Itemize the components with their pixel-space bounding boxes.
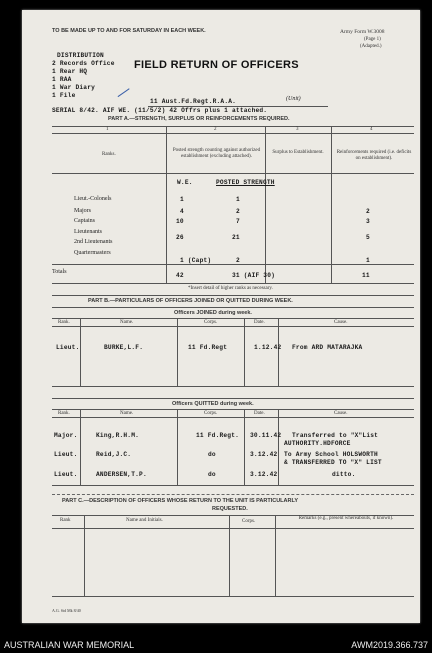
totals-label: Totals — [52, 269, 67, 275]
quitted-date: 3.12.42 — [250, 451, 278, 458]
footer-bar — [0, 637, 432, 653]
rule — [52, 283, 414, 284]
col-header: Corps. — [242, 519, 256, 524]
total-posted: 31 (AIF 30) — [232, 272, 276, 279]
col-header: Name. — [120, 411, 134, 416]
quitted-corps: 11 Fd.Regt. — [196, 432, 240, 439]
joined-cause: From ARD MATARAJKA — [292, 344, 363, 351]
form-sheet — [22, 10, 420, 623]
col-num: 4 — [370, 127, 373, 132]
dashed-rule — [52, 494, 414, 495]
unit-label: (Unit) — [286, 96, 301, 102]
total-we: 42 — [176, 272, 184, 279]
col-divider — [244, 409, 245, 485]
rank-label: Captains — [74, 218, 95, 224]
col-header: Name. — [120, 320, 134, 325]
col-divider — [265, 126, 266, 283]
quitted-date: 30.11.42 — [250, 432, 282, 439]
col-divider — [84, 515, 85, 596]
col-header: Cause. — [334, 411, 348, 416]
rule — [52, 133, 414, 134]
quitted-cause: ditto. — [332, 471, 356, 478]
col-divider — [229, 515, 230, 596]
posted-value: 2 — [236, 257, 240, 264]
form-page: (Page 1) — [364, 37, 381, 42]
reinf-value: 5 — [366, 234, 370, 241]
col-divider — [177, 318, 178, 386]
col-divider — [278, 318, 279, 386]
joined-corps: 11 Fd.Regt — [188, 344, 228, 351]
quitted-rank: Major. — [54, 432, 78, 439]
joined-name: BURKE,L.F. — [104, 344, 144, 351]
col-num: 3 — [296, 127, 299, 132]
posted-value: 7 — [236, 218, 240, 225]
we-value: 4 — [180, 208, 184, 215]
form-title: FIELD RETURN OF OFFICERS — [134, 59, 299, 71]
part-c-heading: PART C.—DESCRIPTION OF OFFICERS WHOSE RETURN TO THE UNIT IS PARTICULARLY — [62, 498, 298, 504]
rule — [52, 485, 414, 486]
rank-label: 2nd Lieutenants — [74, 239, 113, 245]
posted-value: 2 — [236, 208, 240, 215]
col-divider — [177, 409, 178, 485]
quitted-cause-detail: AUTHORITY.HDFORCE — [284, 440, 351, 447]
we-value: 26 — [176, 234, 184, 241]
rank-label: Lieut.-Colonels — [74, 196, 112, 202]
we-label: W.E. — [177, 179, 193, 186]
footer-left: AUSTRALIAN WAR MEMORIAL — [4, 640, 135, 650]
part-c-heading-cont: REQUESTED. — [212, 506, 248, 512]
posted-value: 1 — [236, 196, 240, 203]
col-num: 1 — [106, 127, 109, 132]
quitted-name: Reid,J.C. — [96, 451, 132, 458]
col-divider — [331, 126, 332, 283]
col-divider — [244, 318, 245, 386]
quitted-cause-detail: & TRANSFERRED TO "X" LIST — [284, 459, 382, 466]
form-adapted: (Adapted.) — [360, 44, 382, 49]
rule — [52, 326, 414, 327]
we-value: 10 — [176, 218, 184, 225]
we-value: 1 — [180, 196, 184, 203]
posted-value: 21 — [232, 234, 240, 241]
rule — [52, 398, 414, 399]
quitted-rank: Lieut. — [54, 451, 78, 458]
distribution-line: 2 Records Office — [52, 60, 115, 67]
joined-rank: Lieut. — [56, 344, 80, 351]
distribution-line: 1 Rear HQ — [52, 68, 88, 75]
quitted-name: ANDERSEN,T.P. — [96, 471, 147, 478]
quitted-cause: Transferred to "X"List — [292, 432, 379, 439]
col-header: Corps. — [204, 320, 218, 325]
col-divider — [278, 409, 279, 485]
part-b-heading: PART B.—PARTICULARS OF OFFICERS JOINED OR QUITTED DURING WEEK. — [88, 298, 293, 304]
joined-date: 1.12.42 — [254, 344, 282, 351]
col-divider — [80, 409, 81, 485]
col-divider — [166, 126, 167, 283]
part-a-heading: PART A.—STRENGTH, SURPLUS OR REINFORCEMENTS REQUIRED. — [108, 116, 290, 122]
col-divider — [80, 318, 81, 386]
footnote: *Insert detail of higher ranks as necessary. — [188, 286, 273, 291]
col-header-ranks: Ranks. — [102, 152, 116, 157]
distribution-line: 1 File — [52, 92, 76, 99]
quitted-name: King,R.H.M. — [96, 432, 140, 439]
pen-tick-mark — [112, 81, 129, 97]
reinf-value: 2 — [366, 208, 370, 215]
rule — [52, 264, 414, 265]
rule — [52, 307, 414, 308]
rule — [52, 596, 414, 597]
rank-label: Majors — [74, 208, 91, 214]
rank-label: Quartermasters — [74, 250, 111, 256]
quitted-date: 3.12.42 — [250, 471, 278, 478]
form-number: Army Form W.3008 — [340, 29, 385, 35]
rule — [52, 417, 414, 418]
col-header: Rank — [60, 518, 71, 523]
col-header: Corps. — [204, 411, 218, 416]
distribution-heading: DISTRIBUTION — [57, 52, 104, 59]
distribution-line: 1 War Diary — [52, 84, 96, 91]
serial-line: SERIAL 8/42. AIF WE. (11/5/2) 42 Offrs plus 1 attached. — [52, 107, 268, 114]
col-header-reinforcements: Reinforcements required (i.e. deficits on establishment). — [336, 150, 412, 161]
col-header: Rank. — [58, 320, 70, 325]
quitted-heading: Officers QUITTED during week. — [172, 401, 254, 407]
col-divider — [275, 515, 276, 596]
rule — [52, 173, 414, 174]
col-header: Name and Initials. — [126, 518, 163, 523]
print-code: A.G. Std Mk 8/40 — [52, 608, 81, 613]
col-header: Date. — [254, 411, 265, 416]
footer-right: AWM2019.366.737 — [351, 640, 428, 650]
we-value: 1 (Capt) — [180, 257, 212, 264]
col-header-surplus: Surplus to Establishment. — [272, 150, 324, 155]
col-header: Date. — [254, 320, 265, 325]
col-header: Rank. — [58, 411, 70, 416]
joined-heading: Officers JOINED during week. — [174, 310, 252, 316]
rule — [52, 528, 414, 529]
rule — [52, 386, 414, 387]
col-header: Cause. — [334, 320, 348, 325]
rule — [52, 318, 414, 319]
rule — [52, 409, 414, 410]
total-reinf: 11 — [362, 272, 370, 279]
reinf-value: 1 — [366, 257, 370, 264]
top-note: TO BE MADE UP TO AND FOR SATURDAY IN EACH WEEK. — [52, 28, 206, 34]
col-header-posted: Posted strength counting against authorized establishment (excluding attached). — [172, 148, 261, 159]
rank-label: Lieutenants — [74, 229, 102, 235]
quitted-corps: do — [208, 471, 216, 478]
col-num: 2 — [214, 127, 217, 132]
posted-strength-label: POSTED STRENGTH — [216, 179, 275, 186]
quitted-rank: Lieut. — [54, 471, 78, 478]
rule — [52, 295, 414, 296]
quitted-corps: do — [208, 451, 216, 458]
reinf-value: 3 — [366, 218, 370, 225]
quitted-cause: To Army School HOLSWORTH — [284, 451, 378, 458]
distribution-line: 1 RAA — [52, 76, 72, 83]
col-header: Remarks (e.g., present whereabouts, if known). — [298, 516, 394, 521]
unit-name: 11 Aust.Fd.Regt.R.A.A. — [150, 98, 237, 105]
